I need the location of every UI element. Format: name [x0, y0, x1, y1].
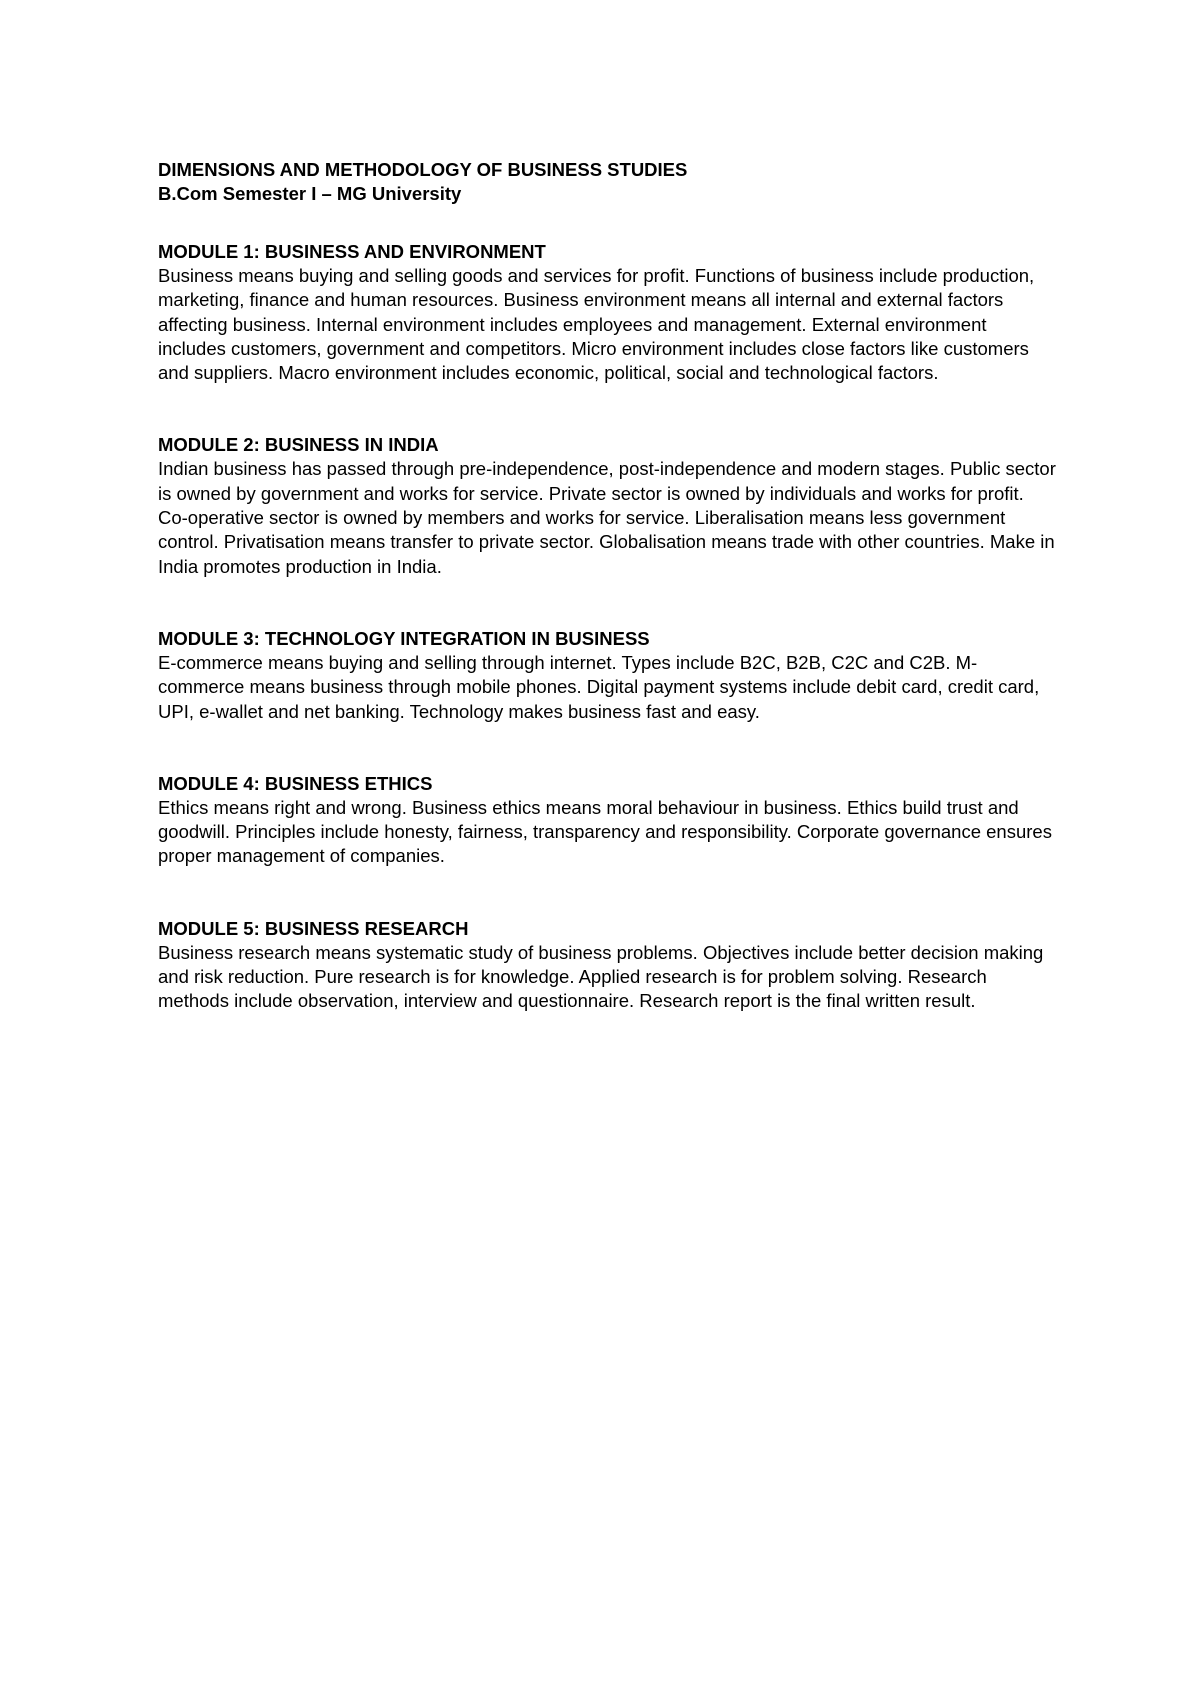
document-header: [158, 158, 1058, 206]
module-heading: MODULE 3: TECHNOLOGY INTEGRATION IN BUSINESS: [158, 627, 650, 649]
document-title: DIMENSIONS AND METHODOLOGY OF BUSINESS STUDIES: [158, 159, 688, 180]
module-heading: MODULE 5: BUSINESS RESEARCH: [158, 917, 469, 939]
module-heading: MODULE 1: BUSINESS AND ENVIRONMENT: [158, 241, 546, 262]
module-3: [158, 627, 1058, 724]
module-body: Business means buying and selling goods and services for profit. Functions of business include production, marketing, finance and human resources. Business environment means all internal and external factors affecting business. Internal environment includes employees and management. External environment includes customers, government and competitors. Micro environment includes close factors like customers and suppliers. Macro environment includes economic, political, social and technological factors.: [158, 265, 1035, 384]
module-5: [158, 917, 1058, 1014]
module-heading: MODULE 2: BUSINESS IN INDIA: [158, 434, 439, 456]
module-2: [158, 433, 1058, 578]
module-heading: MODULE 4: BUSINESS ETHICS: [158, 772, 433, 794]
module-body: Business research means systematic study of business problems. Objectives include better decision making and risk reduction. Pure research is for knowledge. Applied research is for problem solving. Research methods include observation, interview and questionnaire. Research report is the final written result.: [158, 941, 1044, 1012]
module-4: [158, 772, 1058, 869]
document-page: [158, 158, 1058, 1062]
module-body: Indian business has passed through pre-independence, post-independence and modern stages. Public sector is owned by government and works for service. Private sector is owned by individuals and works for profit. Co-operative sector is owned by members and works for service. Liberalisation means less government control. Privatisation means transfer to private sector. Globalisation means trade with other countries. Make in India promotes production in India.: [158, 458, 1056, 577]
module-1: [158, 240, 1058, 385]
document-subtitle: B.Com Semester I – MG University: [158, 183, 462, 204]
module-body: Ethics means right and wrong. Business ethics means moral behaviour in business. Ethics build trust and goodwill. Principles include honesty, fairness, transparency and responsibility. Corporate governance ensures proper management of companies.: [158, 796, 1052, 867]
module-body: E-commerce means buying and selling through internet. Types include B2C, B2B, C2C and C2B. M-commerce means business through mobile phones. Digital payment systems include debit card, credit card, UPI, e-wallet and net banking. Technology makes business fast and easy.: [158, 651, 1040, 722]
